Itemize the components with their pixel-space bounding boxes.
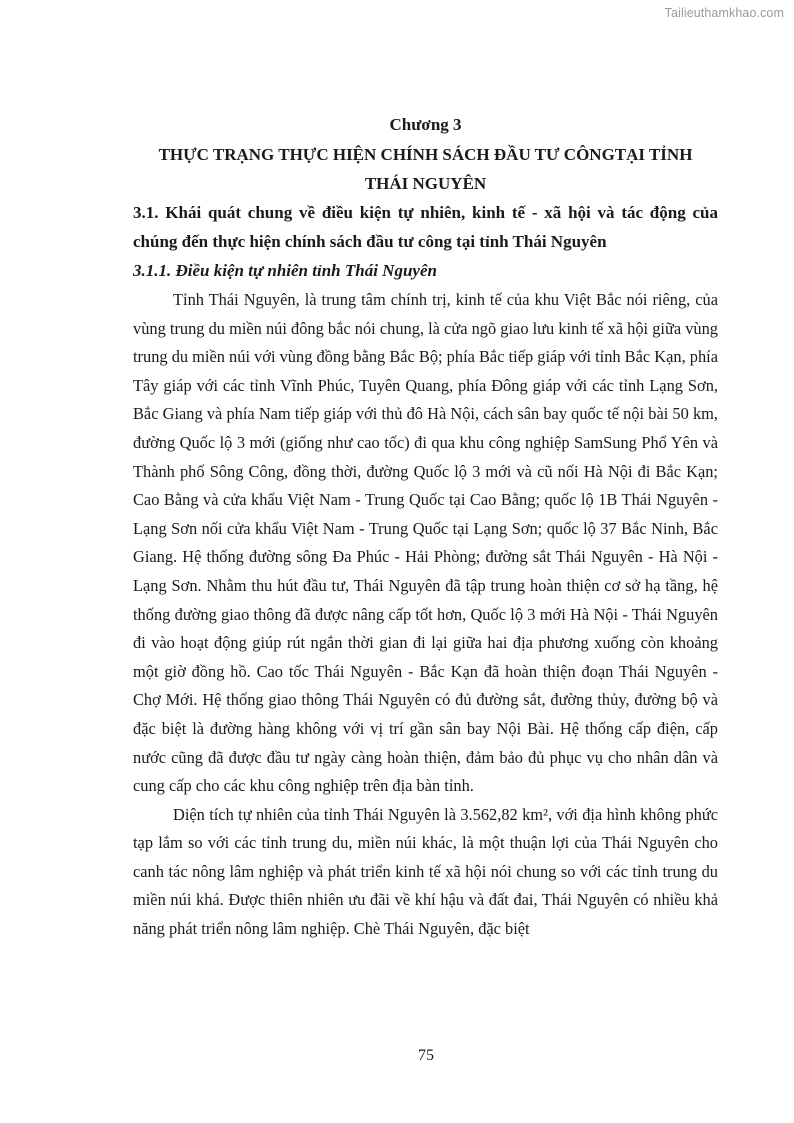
watermark: Tailieuthamkhao.com <box>664 6 784 20</box>
chapter-label: Chương 3 <box>389 115 462 134</box>
body-paragraph: Tỉnh Thái Nguyên, là trung tâm chính trị, kinh tế của khu Việt Bắc nói riêng, của vùng trung du miền núi đông bắc nói chung, là cửa ngõ giao lưu kinh tế xã hội giữa vùng trung du miền núi với vùng đồng bằng Bắc Bộ; phía Bắc tiếp giáp với tỉnh Bắc Kạn, phía Tây giáp với các tỉnh Vĩnh Phúc, Tuyên Quang, phía Đông giáp với các tỉnh Lạng Sơn, Bắc Giang và phía Nam tiếp giáp với thủ đô Hà Nội, cách sân bay quốc tế nội bài 50 km, đường Quốc lộ 3 mới (giống như cao tốc) đi qua khu công nghiệp SamSung Phổ Yên và Thành phố Sông Công, đồng thời, đường Quốc lộ 3 mới và cũ nối Hà Nội đi Bắc Kạn; Cao Bằng và cửa khẩu Việt Nam - Trung Quốc tại Cao Bằng; quốc lộ 1B Thái Nguyên - Lạng Sơn nối cửa khẩu Việt Nam - Trung Quốc tại Lạng Sơn; quốc lộ 37 Bắc Ninh, Bắc Giang. Hệ thống đường sông Đa Phúc - Hải Phòng; đường sắt Thái Nguyên - Hà Nội - Lạng Sơn. Nhằm thu hút đầu tư, Thái Nguyên đã tập trung hoàn thiện cơ sở hạ tầng, hệ thống đường giao thông đã được nâng cấp tốt hơn, Quốc lộ 3 mới Hà Nội - Thái Nguyên đi vào hoạt động giúp rút ngắn thời gian đi lại giữa hai địa phương xuống còn khoảng một giờ đồng hồ. Cao tốc Thái Nguyên - Bắc Kạn đã hoàn thiện đoạn Thái Nguyên - Chợ Mới. Hệ thống giao thông Thái Nguyên có đủ đường sắt, đường thủy, đường bộ và đặc biệt là đường hàng không với vị trí gần sân bay Nội Bài. Hệ thống cấp điện, cấp nước cũng đã được đầu tư ngày càng hoàn thiện, đảm bảo đủ phục vụ cho nhân dân và cung cấp cho các khu công nghiệp trên địa bàn tỉnh. <box>133 290 718 796</box>
page-content <box>133 110 718 944</box>
body-paragraph: Diện tích tự nhiên của tỉnh Thái Nguyên là 3.562,82 km², với địa hình không phức tạp lắm so với các tỉnh trung du, miền núi khác, là một thuận lợi của Thái Nguyên cho canh tác nông lâm nghiệp và phát triển kinh tế xã hội nói chung so với các tỉnh trung du miền núi khá. Được thiên nhiên ưu đãi về khí hậu và đất đai, Thái Nguyên có nhiều khả năng phát triển nông lâm nghiệp. Chè Thái Nguyên, đặc biệt <box>133 804 718 939</box>
page-number: 75 <box>418 1047 434 1064</box>
chapter-title-line-2: THÁI NGUYÊN <box>364 174 487 193</box>
section-heading: 3.1. Khái quát chung về điều kiện tự nhiên, kinh tế - xã hội và tác động của chúng đến thực hiện chính sách đầu tư công tại tỉnh Thái Nguyên <box>133 203 718 251</box>
subsection-heading: 3.1.1. Điều kiện tự nhiên tỉnh Thái Nguyên <box>133 261 437 280</box>
chapter-title-line-1: THỰC TRẠNG THỰC HIỆN CHÍNH SÁCH ĐẦU TƯ CÔNGTẠI TỈNH <box>158 145 693 164</box>
